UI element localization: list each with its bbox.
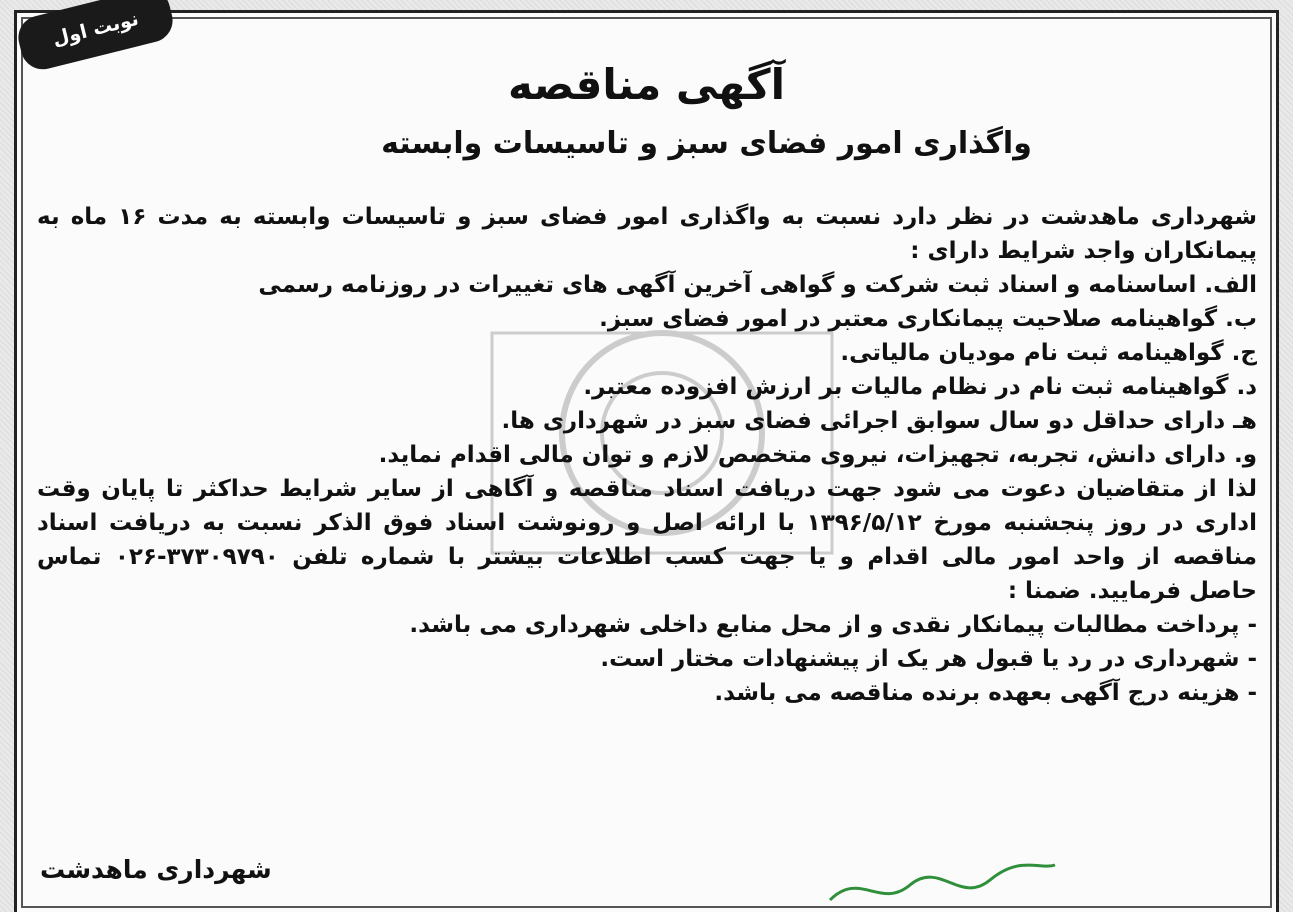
body-line: مناقصه از واحد امور مالی اقدام و یا جهت کسب اطلاعات بیشتر با شماره تلفن ۳۷۳۰۹۷۹۰-۰۲۶ تماس (37, 544, 1257, 570)
badge-label: نوبت اول (50, 7, 141, 51)
body-line: و. دارای دانش، تجربه، تجهیزات، نیروی متخصص لازم و توان مالی اقدام نماید. (378, 442, 1257, 468)
body-line: - شهرداری در رد یا قبول هر یک از پیشنهادات مختار است. (600, 646, 1257, 672)
body-line: د. گواهینامه ثبت نام در نظام مالیات بر ارزش افزوده معتبر. (583, 374, 1257, 400)
body-line: - هزینه درج آگهی بعهده برنده مناقصه می باشد. (714, 680, 1257, 706)
body-line: الف. اساسنامه و اسناد ثبت شرکت و گواهی آخرین آگهی های تغییرات در روزنامه رسمی (258, 272, 1257, 298)
body-line: - پرداخت مطالبات پیمانکار نقدی و از محل منابع داخلی شهرداری می باشد. (409, 612, 1257, 638)
notice-subtitle: واگذاری امور فضای سبز و تاسیسات وابسته (381, 126, 1032, 161)
body-line: حاصل فرمایید. ضمنا : (1007, 578, 1257, 604)
handwritten-mark (820, 860, 1060, 912)
issuer-signature: شهرداری ماهدشت (40, 855, 272, 884)
body-line: پیمانکاران واجد شرایط دارای : (910, 238, 1257, 264)
notice-title: آگهی مناقصه (508, 60, 785, 109)
body-line: هـ دارای حداقل دو سال سوابق اجرائی فضای سبز در شهرداری ها. (501, 408, 1257, 434)
body-line: لذا از متقاضیان دعوت می شود جهت دریافت اسناد مناقصه و آگاهی از سایر شرایط حداکثر تا پایان وقت (37, 476, 1257, 502)
notice-body (37, 200, 1257, 710)
body-line: شهرداری ماهدشت در نظر دارد نسبت به واگذاری امور فضای سبز و تاسیسات وابسته به مدت ۱۶ ماه به (37, 204, 1257, 230)
body-line: ب. گواهینامه صلاحیت پیمانکاری معتبر در امور فضای سبز. (599, 306, 1257, 332)
body-line: اداری در روز پنجشنبه مورخ ۱۳۹۶/۵/۱۲ با ارائه اصل و رونوشت اسناد فوق الذکر نسبت به دریافت اسناد (37, 510, 1257, 536)
body-line: ج. گواهینامه ثبت نام مودیان مالیاتی. (840, 340, 1257, 366)
